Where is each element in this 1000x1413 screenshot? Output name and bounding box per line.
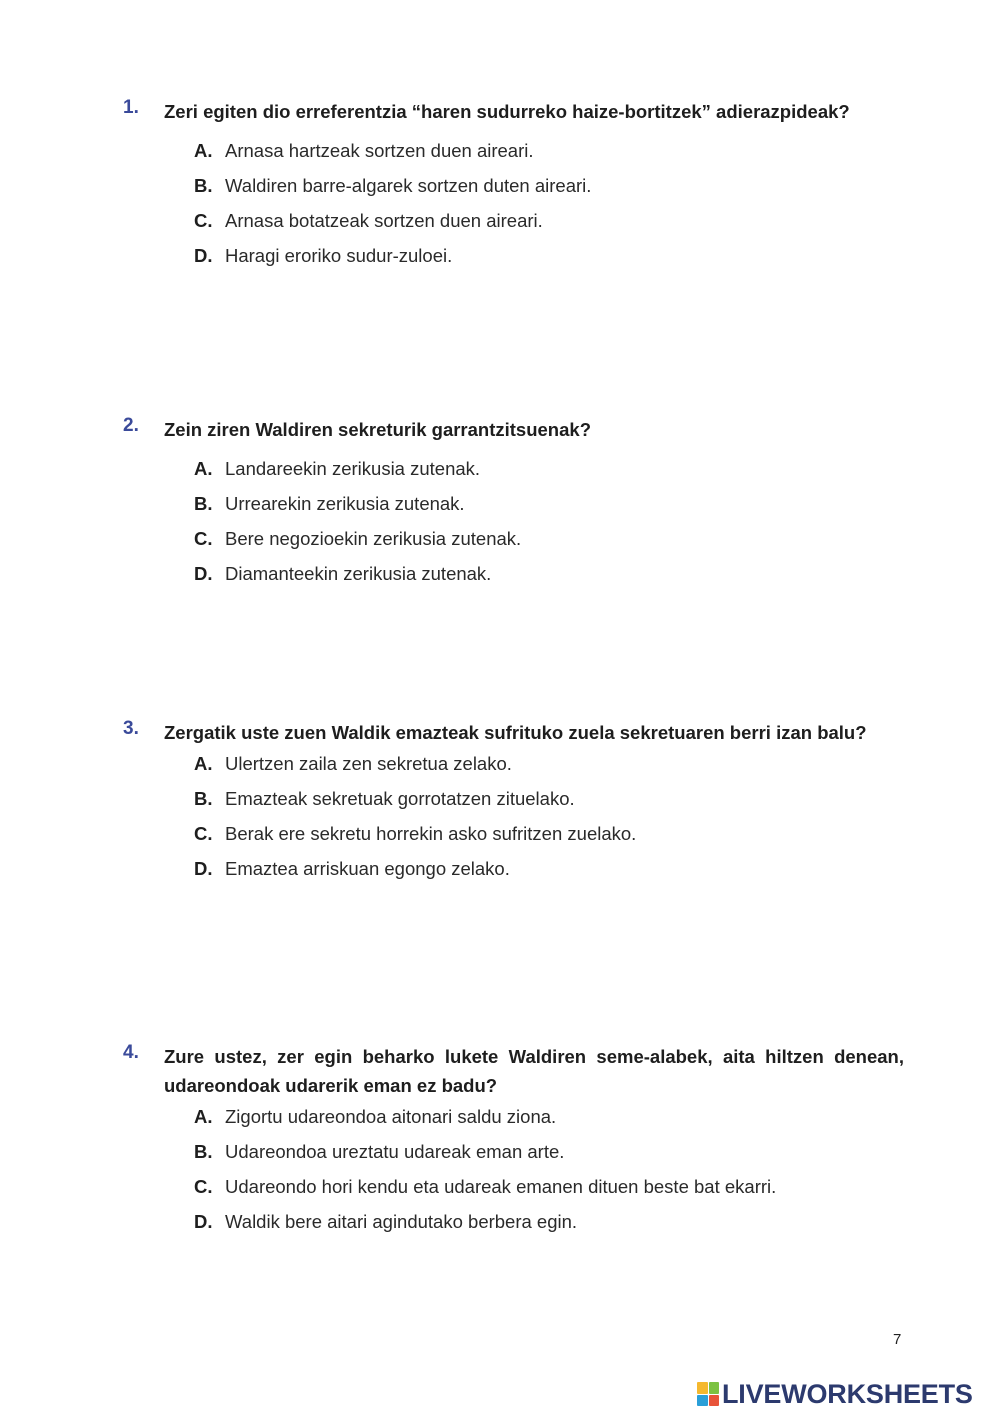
option-d[interactable]: [194, 238, 904, 273]
question-text: Zure ustez, zer egin beharko lukete Waldiren seme-alabek, aita hiltzen denean, udareondoak udarerik eman ez badu?: [164, 1046, 904, 1096]
option-a[interactable]: [194, 746, 904, 781]
option-letter: A.: [194, 140, 213, 161]
option-text: Emaztea arriskuan egongo zelako.: [225, 858, 510, 879]
option-d[interactable]: [194, 556, 904, 591]
logo-text: LIVEWORKSHEETS: [722, 1378, 973, 1409]
question-4-header: [123, 1042, 904, 1100]
option-a[interactable]: [194, 451, 904, 486]
option-letter: A.: [194, 458, 213, 479]
option-letter: A.: [194, 1106, 213, 1127]
option-text: Zigortu udareondoa aitonari saldu ziona.: [225, 1106, 557, 1127]
option-text: Arnasa botatzeak sortzen duen aireari.: [225, 210, 543, 231]
option-letter: D.: [194, 245, 213, 266]
option-text: Waldik bere aitari agindutako berbera egin.: [225, 1211, 578, 1232]
option-c[interactable]: [194, 203, 904, 238]
answer-options: [123, 1099, 904, 1239]
option-d[interactable]: [194, 851, 904, 886]
option-letter: D.: [194, 1211, 213, 1232]
page-number: 7: [893, 1331, 902, 1348]
option-c[interactable]: [194, 521, 904, 556]
option-letter: C.: [194, 1176, 213, 1197]
question-text: Zergatik uste zuen Waldik emazteak sufrituko zuela sekretuaren berri izan balu?: [164, 722, 867, 743]
option-letter: B.: [194, 1141, 213, 1162]
option-letter: B.: [194, 493, 213, 514]
question-3: [123, 718, 904, 886]
option-letter: D.: [194, 858, 213, 879]
option-letter: A.: [194, 753, 213, 774]
option-text: Diamanteekin zerikusia zutenak.: [225, 563, 492, 584]
option-b[interactable]: [194, 1134, 904, 1169]
question-1: [123, 97, 904, 273]
option-c[interactable]: [194, 816, 904, 851]
liveworksheets-logo-icon: [697, 1382, 719, 1406]
question-number: 3.: [123, 718, 139, 739]
option-d[interactable]: [194, 1204, 904, 1239]
option-letter: B.: [194, 788, 213, 809]
question-number: 2.: [123, 415, 139, 436]
option-text: Urrearekin zerikusia zutenak.: [225, 493, 465, 514]
question-4: [123, 1042, 904, 1239]
option-text: Udareondo hori kendu eta udareak emanen dituen beste bat ekarri.: [225, 1176, 777, 1197]
question-number: 4.: [123, 1042, 139, 1063]
answer-options: [123, 746, 904, 886]
option-text: Arnasa hartzeak sortzen duen aireari.: [225, 140, 534, 161]
option-text: Bere negozioekin zerikusia zutenak.: [225, 528, 522, 549]
question-3-header: [123, 718, 904, 747]
option-letter: C.: [194, 528, 213, 549]
question-1-header: [123, 97, 904, 126]
option-letter: C.: [194, 210, 213, 231]
question-text: Zeri egiten dio erreferentzia “haren sudurreko haize-bortitzek” adierazpideak?: [164, 101, 850, 122]
option-text: Waldiren barre-algarek sortzen duten aireari.: [225, 175, 592, 196]
option-a[interactable]: [194, 1099, 904, 1134]
answer-options: [123, 133, 904, 273]
answer-options: [123, 451, 904, 591]
option-b[interactable]: [194, 168, 904, 203]
option-text: Berak ere sekretu horrekin asko sufritzen zuelako.: [225, 823, 637, 844]
option-letter: C.: [194, 823, 213, 844]
question-2-header: [123, 415, 904, 444]
option-letter: B.: [194, 175, 213, 196]
liveworksheets-logo: [697, 1378, 973, 1410]
question-number: 1.: [123, 97, 139, 118]
option-text: Emazteak sekretuak gorrotatzen zituelako.: [225, 788, 575, 809]
option-b[interactable]: [194, 781, 904, 816]
option-c[interactable]: [194, 1169, 904, 1204]
option-text: Haragi eroriko sudur-zuloei.: [225, 245, 453, 266]
option-text: Ulertzen zaila zen sekretua zelako.: [225, 753, 512, 774]
option-text: Udareondoa ureztatu udareak eman arte.: [225, 1141, 565, 1162]
question-text: Zein ziren Waldiren sekreturik garrantzitsuenak?: [164, 419, 591, 440]
option-a[interactable]: [194, 133, 904, 168]
option-letter: D.: [194, 563, 213, 584]
option-b[interactable]: [194, 486, 904, 521]
option-text: Landareekin zerikusia zutenak.: [225, 458, 481, 479]
question-2: [123, 415, 904, 591]
